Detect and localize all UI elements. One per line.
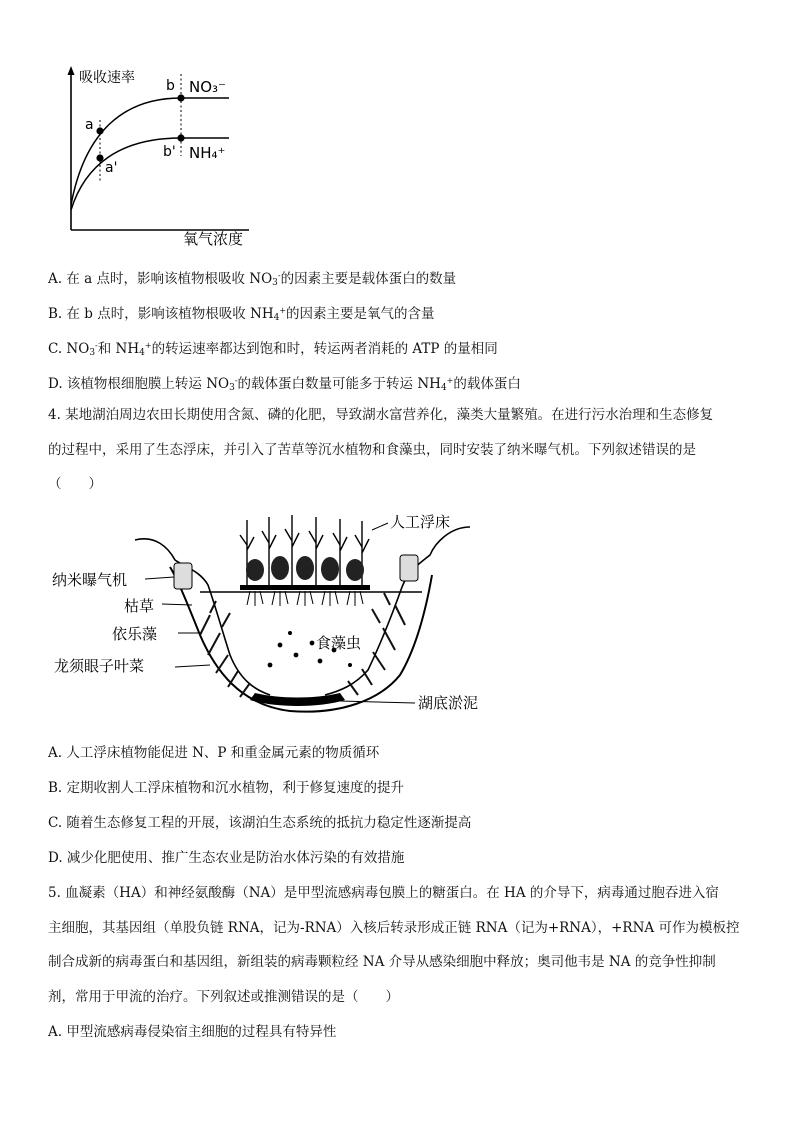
label-algae-eater: 食藻虫 <box>316 634 362 652</box>
sludge-leader <box>340 701 415 703</box>
aerator-leader <box>145 577 174 579</box>
q4-stem-line-1: 4. 某地湖泊周边农田长期使用含氮、磷的化肥，导致湖水富营养化，藻类大量繁殖。在进行污水治理和生态修复 <box>48 407 714 423</box>
point-a-prime <box>96 154 103 161</box>
q3-option-d: D. 该植物根细胞膜上转运 $NO_3^-$的载体蛋白数量可能多于转运 $NH_4^+$的载体蛋白 <box>48 376 521 393</box>
label-elodea: 依乐藻 <box>112 625 158 643</box>
point-b <box>177 94 184 101</box>
q4-option-d: D. 减少化肥使用、推广生态农业是防治水体污染的有效措施 <box>48 850 405 866</box>
q4-option-a: A. 人工浮床植物能促进 N、P 和重金属元素的物质循环 <box>48 745 380 761</box>
nh4-label: NH₄⁺ <box>189 144 226 162</box>
q4-option-c: C. 随着生态修复工程的开展，该湖泊生态系统的抵抗力稳定性逐渐提高 <box>48 815 472 831</box>
y-axis-arrow <box>68 66 75 75</box>
q5-stem-line-3: 制合成新的病毒蛋白和基因组，新组装的病毒颗粒经 NA 介导从感染细胞中释放；奥司他韦是 NA 的竞争性抑制 <box>48 954 716 970</box>
q4-stem-line-2: 的过程中，采用了生态浮床，并引入了苦草等沉水植物和食藻虫，同时安装了纳米曝气机。下列叙述错误的是 <box>48 442 696 458</box>
label-lettuce: 龙须眼子叶菜 <box>54 657 145 675</box>
lettuce-leader <box>175 665 210 667</box>
q5-stem-line-2: 主细胞，其基因组（单股负链 RNA，记为-RNA）入核后转录形成正链 RNA（记为+RNA），+RNA 可作为模板控 <box>48 920 740 936</box>
point-a <box>96 127 103 134</box>
submerged-plants <box>200 593 405 697</box>
q3-option-a: A. 在 a 点时，影响该植物根吸收 $NO_3^-$的因素主要是载体蛋白的数量 <box>48 271 457 288</box>
point-a-label: a <box>85 117 94 133</box>
aerator-right <box>400 555 418 581</box>
q5-stem-line-1: 5. 血凝素（HA）和神经氨酸酶（NA）是甲型流感病毒包膜上的糖蛋白。在 HA 的介导下，病毒通过胞吞进入宿 <box>48 885 719 901</box>
point-b-label: b <box>166 78 175 94</box>
label-aerator: 纳米曝气机 <box>52 571 128 589</box>
x-axis-label: 氧气浓度 <box>183 230 244 248</box>
q5-stem-line-4: 剂，常用于甲流的治疗。下列叙述或推测错误的是（ ） <box>48 989 399 1005</box>
aerator-left <box>174 563 192 589</box>
label-sludge: 湖底淤泥 <box>418 694 479 712</box>
point-a-prime-label: a' <box>105 160 118 176</box>
label-float-bed: 人工浮床 <box>390 513 451 531</box>
lake-restoration-diagram <box>50 505 500 720</box>
float-bed-leader <box>372 523 388 530</box>
q5-option-a: A. 甲型流感病毒侵染宿主细胞的过程具有特异性 <box>48 1024 337 1040</box>
no3-label: NO₃⁻ <box>189 78 226 96</box>
float-bed-platform <box>240 585 370 590</box>
q4-option-b: B. 定期收割人工浮床植物和沉水植物，利于修复速度的提升 <box>48 780 405 796</box>
y-axis-label: 吸收速率 <box>79 70 135 86</box>
point-b-prime <box>177 134 184 141</box>
absorption-rate-chart <box>55 60 275 250</box>
q3-option-b: B. 在 b 点时，影响该植物根吸收 $NH_4^+$的因素主要是氧气的含量 <box>48 306 435 323</box>
float-bed-roots <box>247 591 363 606</box>
float-bed-foliage <box>246 556 364 581</box>
point-b-prime-label: b' <box>163 144 176 160</box>
label-eelgrass: 枯草 <box>124 597 155 615</box>
q3-option-c: C. $NO_3^-$和 $NH_4^+$的转运速率都达到饱和时，转运两者消耗的 ATP 的量相同 <box>48 341 498 358</box>
q4-stem-line-3: （ ） <box>48 476 102 492</box>
